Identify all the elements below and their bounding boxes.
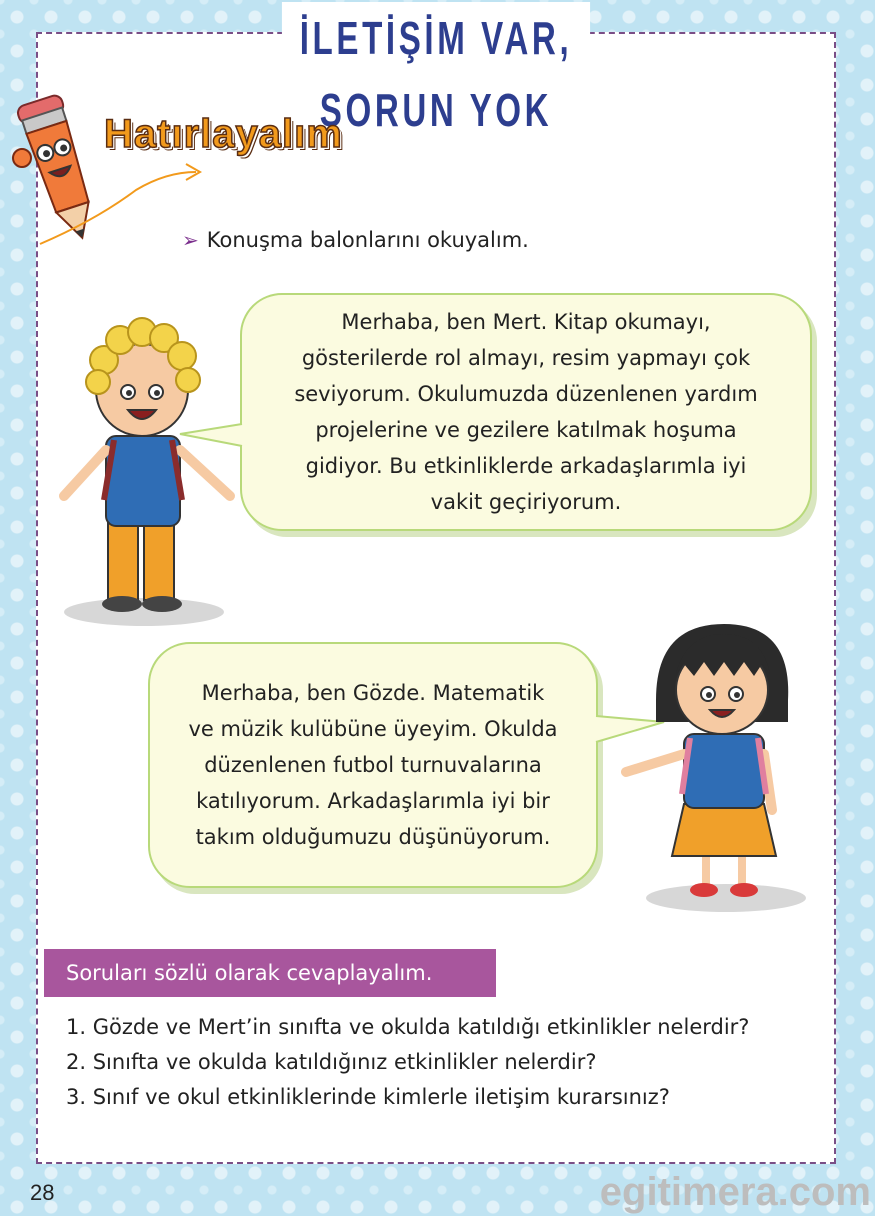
- bubble-text-gozde: Merhaba, ben Gözde. Matematik ve müzik kulübüne üyeyim. Okulda düzenlenen futbol turnuvalarına katılıyorum. Arkadaşlarımla iyi bir takım olduğumuzu düşünüyorum.: [188, 681, 558, 849]
- list-item: 1. Gözde ve Mert’in sınıfta ve okulda katıldığı etkinlikler nelerdir?: [66, 1015, 750, 1039]
- questions-header: Soruları sözlü olarak cevaplayalım.: [44, 949, 496, 997]
- watermark: egitimera.com: [599, 1170, 871, 1214]
- girl-character-icon: [616, 604, 806, 924]
- list-item: 2. Sınıfta ve okulda katıldığınız etkinlikler nelerdir?: [66, 1050, 597, 1074]
- triangle-arrow-icon: ➢: [182, 228, 199, 252]
- question-list: [66, 1010, 749, 1115]
- list-item: 3. Sınıf ve okul etkinliklerinde kimlerle iletişim kurarsınız?: [66, 1085, 670, 1109]
- instruction-text: Konuşma balonlarını okuyalım.: [206, 228, 529, 252]
- speech-bubble-mert: [240, 293, 812, 531]
- speech-bubble-tail: [178, 420, 244, 450]
- section-heading: Hatırlayalım: [104, 112, 343, 156]
- speech-bubble-gozde: [148, 642, 598, 888]
- instruction: [182, 228, 529, 252]
- page-number: 28: [30, 1180, 55, 1205]
- boy-character-icon: [44, 300, 244, 630]
- page-title: İLETİŞİM VAR, SORUN YOK: [282, 2, 590, 74]
- bubble-text-mert: Merhaba, ben Mert. Kitap okumayı, gösterilerde rol almayı, resim yapmayı çok seviyorum. Okulumuzda düzenlenen yardım projelerine ve gezilere katılmak hoşuma gidiyor. Bu etkinliklerde arkadaşlarımla iyi vakit geçiriyorum.: [294, 310, 758, 514]
